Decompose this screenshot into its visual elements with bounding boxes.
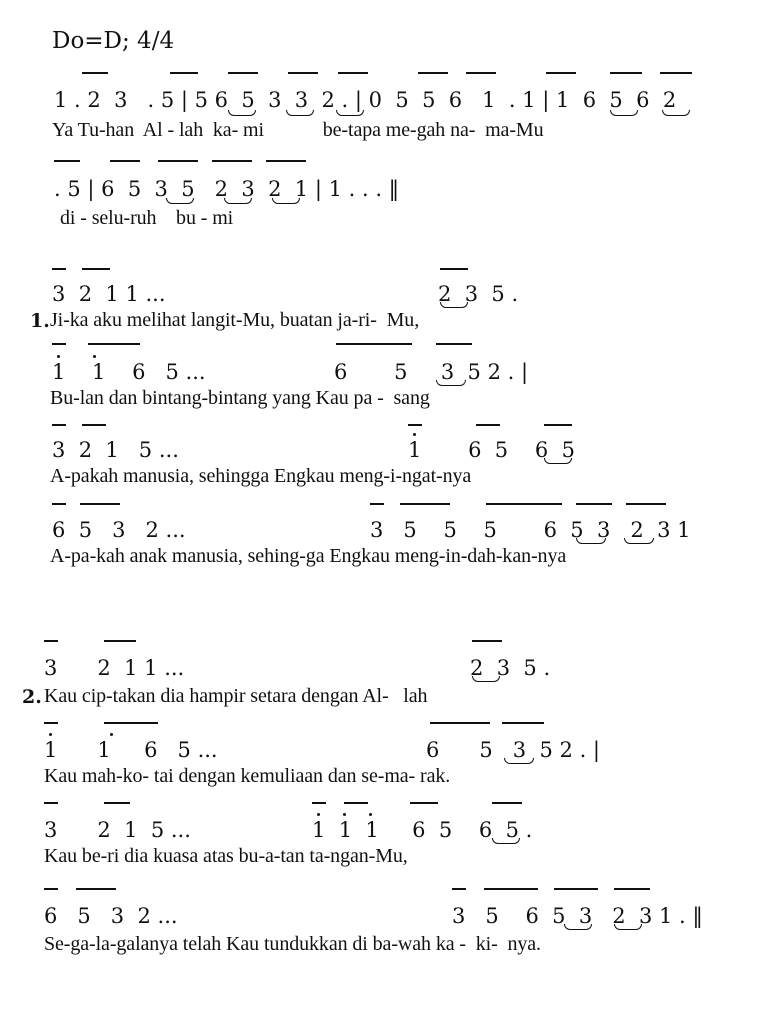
beam-mark (44, 640, 58, 642)
beam-mark (44, 888, 58, 890)
verse-number: 1. (30, 310, 50, 332)
beam-mark (312, 802, 326, 804)
beam-mark (486, 503, 562, 505)
slur-mark (614, 924, 642, 930)
notation-line: 6 5 3 5 2 . | (334, 360, 529, 384)
beam-mark (110, 160, 140, 162)
lyric-line: Kau be-ri dia kuasa atas bu-a-tan ta-ngan-Mu, (44, 845, 408, 867)
beam-mark (554, 888, 598, 890)
slur-mark (224, 198, 252, 204)
notation-line: 6 5 3 2 ... (52, 518, 186, 542)
slur-mark (272, 198, 300, 204)
beam-mark (626, 503, 666, 505)
notation-line: 3 2 1 5 ... (52, 438, 179, 462)
beam-mark (104, 802, 130, 804)
beam-mark (52, 343, 66, 345)
beam-mark (82, 72, 108, 74)
beam-mark (430, 722, 490, 724)
beam-mark (44, 722, 58, 724)
lyric-line: Ya Tu-han Al - lah ka- mi be-tapa me-gah na- ma-Mu (52, 119, 544, 141)
slur-mark (492, 838, 520, 844)
beam-mark (266, 160, 306, 162)
slur-mark (436, 380, 466, 386)
lyric-line: Se-ga-la-galanya telah Kau tundukkan di ba-wah ka - ki- nya. (44, 933, 541, 955)
notation-line: 2 3 5 . (438, 282, 519, 306)
octave-dot (49, 733, 52, 736)
beam-mark (610, 72, 642, 74)
notation-line: 2 3 5 . (470, 656, 551, 680)
beam-mark (370, 503, 384, 505)
beam-mark (82, 268, 110, 270)
slur-mark (544, 458, 572, 464)
slur-mark (166, 198, 194, 204)
beam-mark (408, 424, 422, 426)
beam-mark (476, 424, 500, 426)
beam-mark (52, 424, 66, 426)
notation-line: 3 2 1 1 ... (52, 282, 166, 306)
octave-dot (57, 355, 60, 358)
slur-mark (624, 538, 654, 544)
octave-dot (413, 433, 416, 436)
notation-line: 3 5 6 5 3 2 3 1 . ‖ (452, 904, 703, 928)
slur-mark (472, 676, 500, 682)
beam-mark (336, 343, 412, 345)
octave-dot (369, 813, 372, 816)
beam-mark (54, 160, 80, 162)
beam-mark (80, 503, 120, 505)
beam-mark (472, 640, 502, 642)
beam-mark (440, 268, 468, 270)
beam-mark (544, 424, 572, 426)
notation-line: 6 5 3 5 2 . | (426, 738, 601, 762)
beam-mark (288, 72, 318, 74)
lyric-line: A-pakah manusia, sehingga Engkau meng-i-ngat-nya (50, 465, 472, 487)
beam-mark (502, 722, 544, 724)
notation-line: 3 2 1 5 ... (44, 818, 191, 842)
octave-dot (93, 355, 96, 358)
beam-mark (170, 72, 198, 74)
octave-dot (110, 733, 113, 736)
notation-line: 3 2 1 1 ... (44, 656, 185, 680)
beam-mark (452, 888, 466, 890)
beam-mark (104, 640, 136, 642)
lyric-line: Ji-ka aku melihat langit-Mu, buatan ja-ri- Mu, (50, 309, 420, 331)
beam-mark (44, 802, 58, 804)
notation-line: 1 . 2 3 . 5 | 5 6 5 3 3 2 . | 0 5 5 6 1 . 1 | 1 6 5 6 2 (54, 88, 677, 112)
beam-mark (338, 72, 368, 74)
beam-mark (400, 503, 450, 505)
lyric-line: A-pa-kah anak manusia, sehing-ga Engkau meng-in-dah-kan-nya (50, 545, 567, 567)
slur-mark (336, 110, 364, 116)
slur-mark (564, 924, 592, 930)
beam-mark (418, 72, 448, 74)
beam-mark (82, 424, 106, 426)
beam-mark (492, 802, 522, 804)
beam-mark (52, 503, 66, 505)
beam-mark (228, 72, 258, 74)
verse-number: 2. (22, 686, 42, 708)
slur-mark (286, 110, 314, 116)
beam-mark (484, 888, 538, 890)
beam-mark (88, 343, 140, 345)
octave-dot (317, 813, 320, 816)
notation-line: 6 5 3 2 ... (44, 904, 178, 928)
notation-line: 3 5 5 5 6 5 3 2 3 1 (370, 518, 691, 542)
beam-mark (614, 888, 650, 890)
beam-mark (410, 802, 438, 804)
notation-line: 1 1 6 5 ... (52, 360, 206, 384)
notation-line: 1 1 6 5 ... (44, 738, 218, 762)
beam-mark (158, 160, 198, 162)
beam-mark (466, 72, 496, 74)
beam-mark (576, 503, 612, 505)
lyric-line: Bu-lan dan bintang-bintang yang Kau pa - sang (50, 387, 430, 409)
beam-mark (76, 888, 116, 890)
lyric-line: Kau cip-takan dia hampir setara dengan Al- lah (44, 685, 428, 707)
notation-line: 1 1 1 6 5 6 5 . (312, 818, 533, 842)
notation-line: 1 6 5 6 5 (408, 438, 575, 462)
slur-mark (576, 538, 606, 544)
beam-mark (344, 802, 368, 804)
lyric-line: di - selu-ruh bu - mi (60, 207, 234, 229)
beam-mark (436, 343, 472, 345)
beam-mark (52, 268, 66, 270)
slur-mark (440, 302, 468, 308)
key-signature: Do=D; 4/4 (52, 28, 175, 54)
beam-mark (104, 722, 158, 724)
lyric-line: Kau mah-ko- tai dengan kemuliaan dan se-ma- rak. (44, 765, 451, 787)
beam-mark (546, 72, 576, 74)
slur-mark (662, 110, 690, 116)
slur-mark (228, 110, 256, 116)
beam-mark (660, 72, 692, 74)
slur-mark (610, 110, 638, 116)
slur-mark (504, 758, 534, 764)
octave-dot (343, 813, 346, 816)
beam-mark (212, 160, 252, 162)
notation-line: . 5 | 6 5 3 5 2 3 2 1 | 1 . . . ‖ (54, 177, 400, 201)
